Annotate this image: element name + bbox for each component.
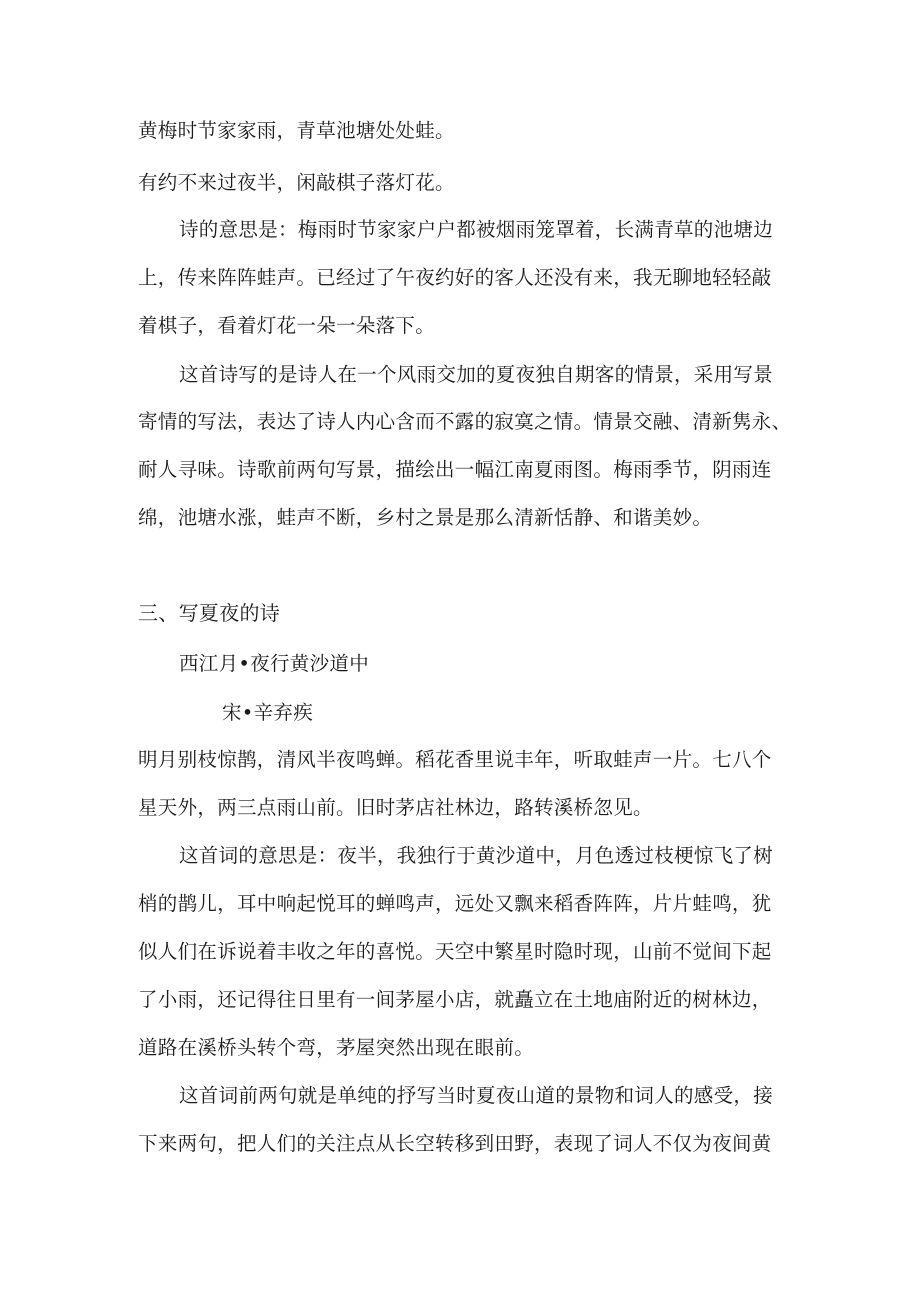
meaning-paragraph-line: 着棋子，看着灯花一朵一朵落下。 — [138, 314, 436, 337]
meaning-paragraph-line: 了小雨，还记得往日里有一间茅屋小店，就矗立在土地庙附近的树林边， — [138, 988, 772, 1011]
poem-line: 黄梅时节家家雨，青草池塘处处蛙。 — [138, 119, 455, 142]
meaning-paragraph-line: 这首词的意思是：夜半，我独行于黄沙道中，月色透过枝梗惊飞了树 — [179, 844, 774, 867]
poem-title: 西江月•夜行黄沙道中 — [179, 652, 370, 675]
poem-line: 星天外，两三点雨山前。旧时茅店社林边，路转溪桥忽见。 — [138, 796, 653, 819]
meaning-paragraph-line: 道路在溪桥头转个弯，茅屋突然出现在眼前。 — [138, 1036, 535, 1059]
analysis-paragraph-line: 耐人寻味。诗歌前两句写景，描绘出一幅江南夏雨图。梅雨季节，阴雨连 — [138, 458, 772, 481]
analysis-paragraph-line: 这首词前两句就是单纯的抒写当时夏夜山道的景物和词人的感受，接 — [179, 1084, 774, 1107]
poem-line: 有约不来过夜半，闲敲棋子落灯花。 — [138, 171, 455, 194]
section-heading: 三、写夏夜的诗 — [138, 601, 281, 625]
poem-line: 明月别枝惊鹊，清风半夜鸣蝉。稻花香里说丰年，听取蛙声一片。七八个 — [138, 748, 772, 771]
meaning-paragraph-line: 诗的意思是：梅雨时节家家户户都被烟雨笼罩着，长满青草的池塘边 — [179, 218, 774, 241]
poem-author: 宋•辛弃疾 — [222, 701, 314, 724]
meaning-paragraph-line: 梢的鹊儿，耳中响起悦耳的蝉鸣声，远处又飘来稻香阵阵，片片蛙鸣，犹 — [138, 892, 772, 915]
analysis-paragraph-line: 下来两句，把人们的关注点从长空转移到田野，表现了词人不仅为夜间黄 — [138, 1132, 772, 1155]
analysis-paragraph-line: 寄情的写法，表达了诗人内心含而不露的寂寞之情。情景交融、清新隽永、 — [138, 410, 792, 433]
analysis-paragraph-line: 这首诗写的是诗人在一个风雨交加的夏夜独自期客的情景，采用写景 — [179, 363, 774, 386]
analysis-paragraph-line: 绵，池塘水涨，蛙声不断，乡村之景是那么清新恬静、和谐美妙。 — [138, 506, 713, 529]
meaning-paragraph-line: 上，传来阵阵蛙声。已经过了午夜约好的客人还没有来，我无聊地轻轻敲 — [138, 266, 772, 289]
meaning-paragraph-line: 似人们在诉说着丰收之年的喜悦。天空中繁星时隐时现，山前不觉间下起 — [138, 940, 772, 963]
